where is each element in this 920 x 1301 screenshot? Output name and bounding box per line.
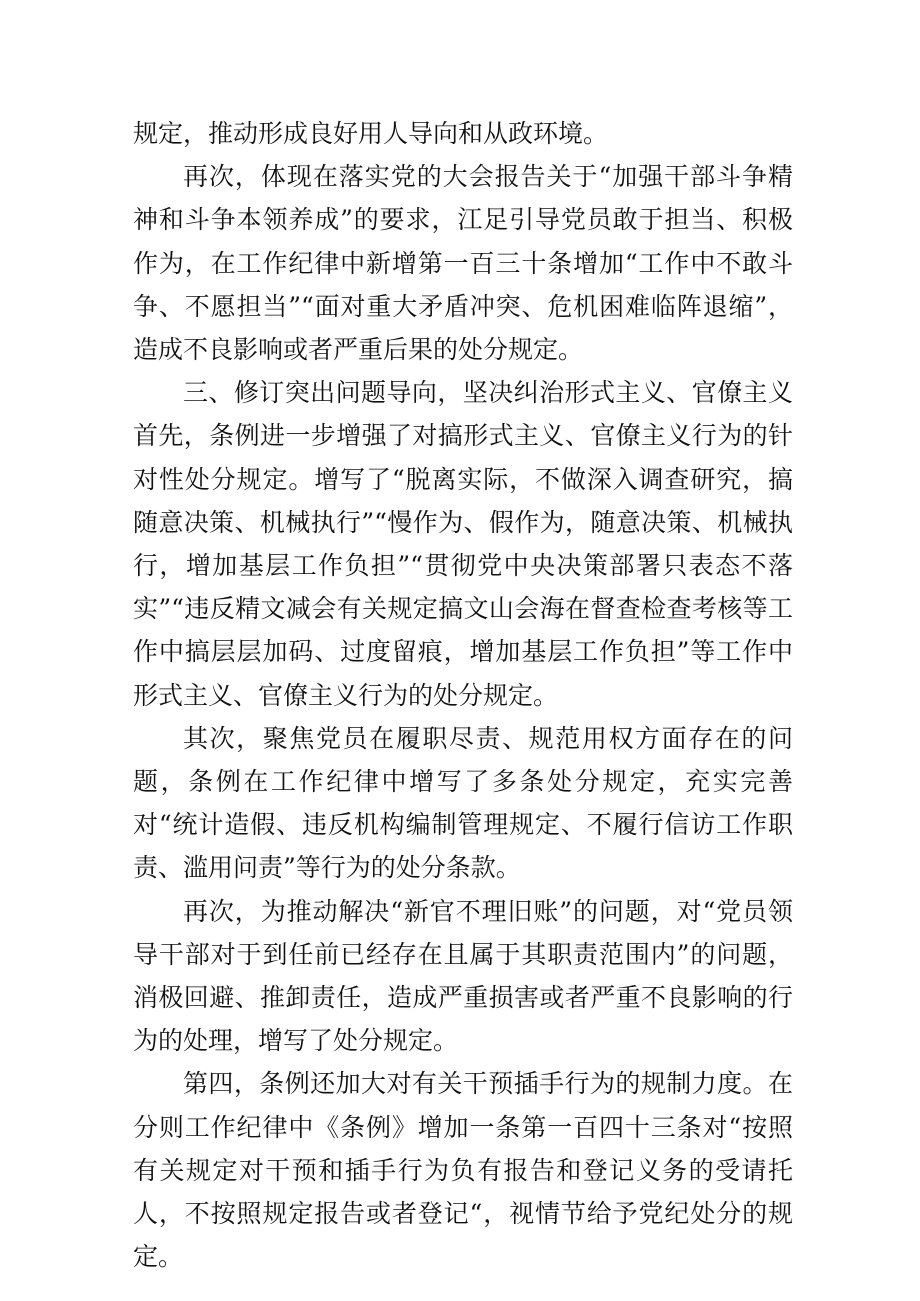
paragraph-fourth-interference: 第四，条例还加大对有关干预插手行为的规制力度。在分则工作纪律中《条例》增加一条第一百四十三条对“按照有关规定对干预和插手行为负有报告和登记义务的受请托人，不按照规定报告或者登记“，视情节给予党纪处分的规定。 xyxy=(133,1069,793,1272)
document-body xyxy=(133,112,793,1278)
paragraph-continuation: 规定，推动形成良好用人导向和从政环境。 xyxy=(133,119,609,148)
paragraph-section-three: 三、修订突出问题导向，坚决纠治形式主义、官僚主义首先，条例进一步增强了对搞形式主义、官僚主义行为的针对性处分规定。增写了“脱离实际，不做深入调查研究，搞随意决策、机械执行”“慢作为、假作为，随意决策、机械执行，增加基层工作负担”“贯彻党中央决策部署只表态不落实”“违反精文减会有关规定搞文山会海在督查检查考核等工作中搞层层加码、过度留痕，增加基层工作负担”等工作中形式主义、官僚主义行为的处分规定。 xyxy=(133,378,793,710)
paragraph-zaici-old-accounts: 再次，为推动解决“新官不理旧账”的问题，对“党员领导干部对于到任前已经存在且属于其职责范围内”的问题，消极回避、推卸责任，造成严重损害或者严重不良影响的行为的处理，增写了处分规定。 xyxy=(133,896,793,1056)
paragraph-zaici-struggle: 再次，体现在落实党的大会报告关于“加强干部斗争精神和斗争本领养成”的要求，江足引导党员敢于担当、积极作为，在工作纪律中新增第一百三十条增加“工作中不敢斗争、不愿担当”“面对重大矛盾冲突、危机困难临阵退缩”，造成不良影响或者严重后果的处分规定。 xyxy=(133,162,793,365)
paragraph-qici-duties: 其次，聚焦党员在履职尽责、规范用权方面存在的问题，条例在工作纪律中增写了多条处分规定，充实完善对“统计造假、违反机构编制管理规定、不履行信访工作职责、滥用问责”等行为的处分条款。 xyxy=(133,723,793,883)
